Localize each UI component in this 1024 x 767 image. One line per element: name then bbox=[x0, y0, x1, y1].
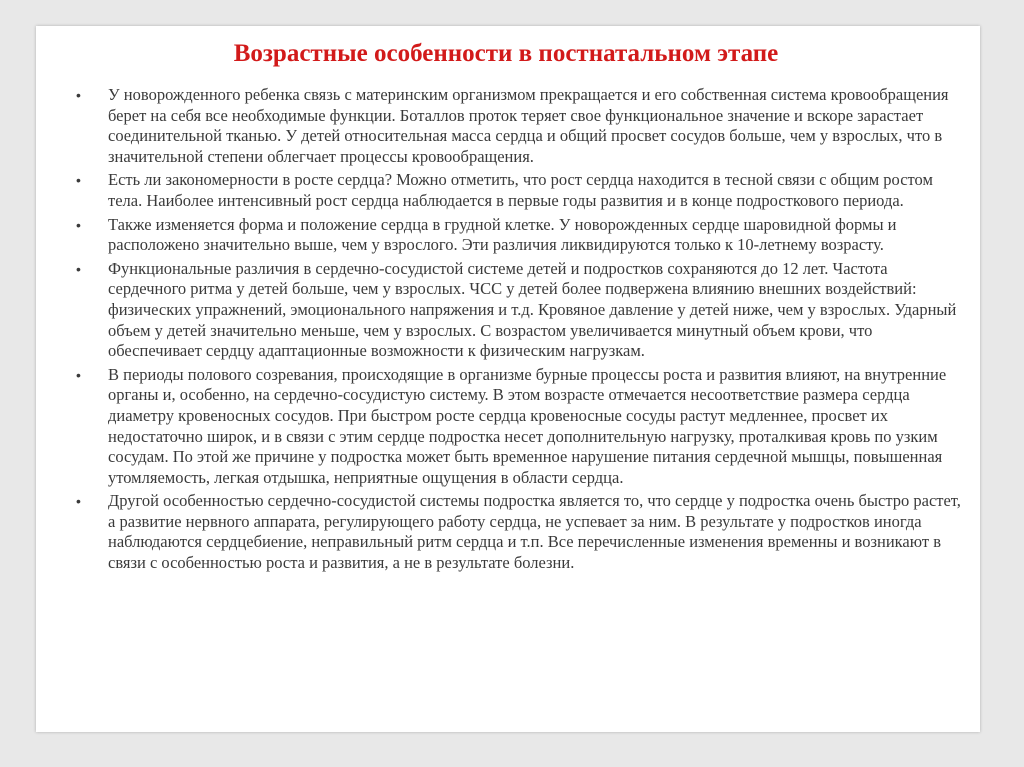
bullet-icon: • bbox=[76, 216, 81, 233]
bullet-text: Функциональные различия в сердечно-сосудистой системе детей и подростков сохраняются до 12 лет. Частота сердечного ритма у детей больше, чем у взрослых. ЧСС у детей более подвержена влиянию внешних воздействий: физических упражнений, эмоционального напряжения и т.д. Кровяное давление у детей ниже, чем у взрослых. Ударный объем у детей значительно меньше, чем у взрослых. С возрастом увеличивается минутный объем крови, что обеспечивает сердцу адаптационные возможности к физическим нагрузкам. bbox=[108, 258, 957, 361]
bullet-icon: • bbox=[76, 260, 81, 277]
bullet-text: У новорожденного ребенка связь с материнским организмом прекращается и его собственная система кровообращения берет на себя все необходимые функции. Боталлов проток теряет свое функциональное значение и вскоре зарастает соединительной тканью. У детей относительная масса сердца и общий просвет сосудов больше, чем у взрослых, что в значительной степени облегчает процессы кровообращения. bbox=[108, 85, 949, 166]
bullet-text: Также изменяется форма и положение сердца в грудной клетке. У новорожденных сердце шаровидной формы и расположено значительно выше, чем у взрослого. Эти различия ликвидируются только к 10-летнему возрасту. bbox=[108, 214, 897, 255]
bullet-icon: • bbox=[76, 493, 81, 510]
bullet-text: Другой особенностью сердечно-сосудистой системы подростка является то, что сердце у подростка очень быстро растет, а развитие нервного аппарата, регулирующего работу сердца, не успевает за ним. В результате у подростков иногда наблюдаются сердцебиение, неправильный ритм сердца и т.п. Все перечисленные изменения временны и возникают в связи с особенностью роста и развития, а не в результате болезни. bbox=[108, 491, 961, 573]
bullet-text: В периоды полового созревания, происходящие в организме бурные процессы роста и развития влияют, на внутренние органы и, особенно, на сердечно-сосудистую систему. В этом возрасте отмечается несоответствие размера сердца диаметру кровеносных сосудов. При быстром росте сердца кровеносные сосуды растут медленнее, просвет их недостаточно широк, и в связи с этим сердце подростка несет дополнительную нагрузку, проталкивая кровь по узким сосудам. По этой же причине у подростка может быть временное нарушение питания сердечной мышцы, повышенная утомляемость, легкая отдышка, неприятные ощущения в области сердца. bbox=[108, 364, 947, 487]
bullet-icon: • bbox=[76, 87, 81, 103]
slide-title: Возрастные особенности в постнатальном этапе bbox=[233, 40, 779, 67]
list-item bbox=[76, 215, 962, 256]
list-item bbox=[76, 365, 962, 489]
bullet-text: Есть ли закономерности в росте сердца? Можно отметить, что рост сердца находится в тесной связи с общим ростом тела. Наиболее интенсивный рост сердца наблюдается в первые годы развития и в конце подросткового периода. bbox=[108, 170, 933, 210]
list-item bbox=[76, 259, 962, 362]
list-item bbox=[76, 491, 962, 573]
bullet-list bbox=[76, 85, 962, 574]
list-item bbox=[76, 85, 962, 167]
bullet-icon: • bbox=[76, 172, 81, 189]
bullet-icon: • bbox=[76, 366, 81, 383]
slide bbox=[36, 26, 980, 732]
list-item bbox=[76, 170, 962, 211]
